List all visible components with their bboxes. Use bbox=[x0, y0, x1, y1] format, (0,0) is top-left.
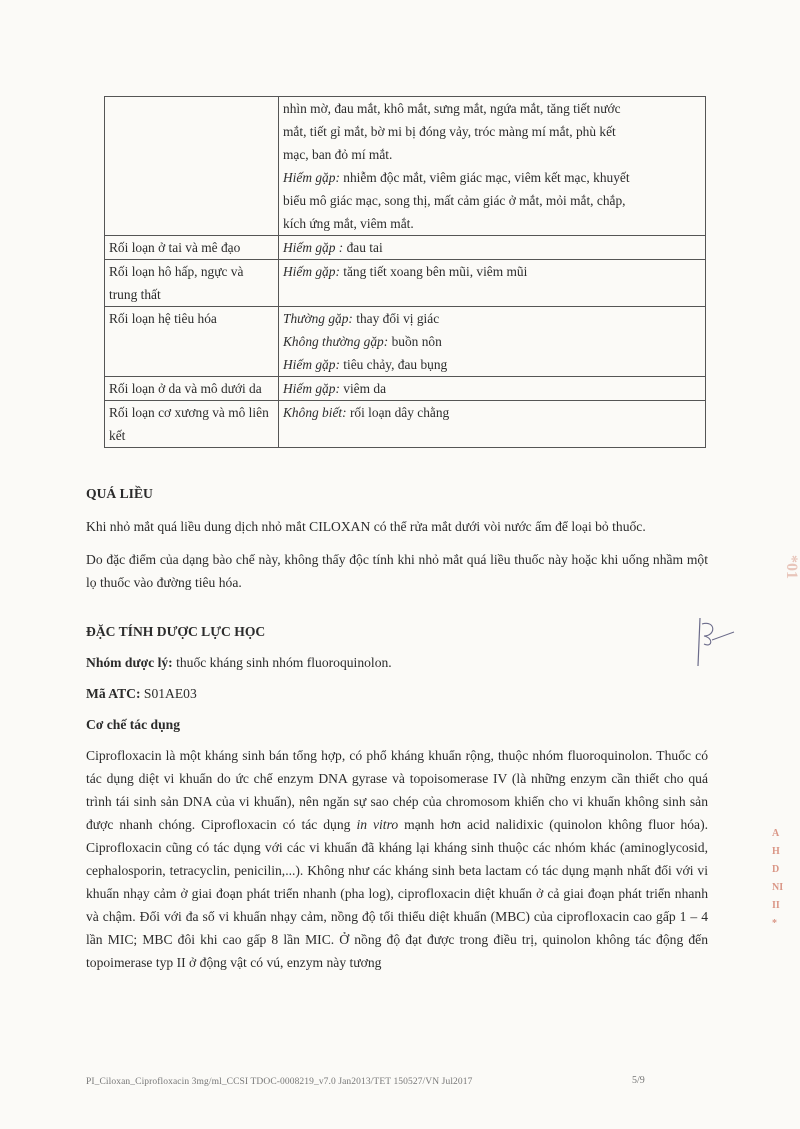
adverse-effect-line: biểu mô giác mạc, song thị, mất cảm giác ở mắt, mỏi mắt, chắp, bbox=[283, 193, 626, 208]
stamp-letter: A bbox=[772, 828, 780, 839]
adverse-effect-line: Hiếm gặp: tiêu chảy, đau bụng bbox=[283, 357, 448, 372]
atc-code-value: S01AE03 bbox=[140, 686, 197, 701]
adverse-effect-cell bbox=[279, 377, 706, 401]
frequency-label: Không thường gặp: bbox=[283, 334, 389, 349]
table-row bbox=[105, 97, 706, 236]
frequency-label: Hiếm gặp: bbox=[283, 357, 340, 372]
adverse-effect-line: Hiếm gặp: tăng tiết xoang bên mũi, viêm mũi bbox=[283, 264, 528, 279]
adverse-effect-cell bbox=[279, 260, 706, 307]
frequency-label: Hiếm gặp : bbox=[283, 240, 344, 255]
adverse-effect-cell bbox=[279, 307, 706, 377]
organ-class-cell: Rối loạn ở tai và mê đạo bbox=[105, 236, 279, 260]
adverse-effect-cell bbox=[279, 401, 706, 448]
stamp-letter: H bbox=[772, 846, 780, 857]
adverse-effect-line: mạc, ban đỏ mí mắt. bbox=[283, 147, 393, 162]
mechanism-paragraph bbox=[86, 744, 708, 974]
adverse-effect-line: Không thường gặp: buồn nôn bbox=[283, 334, 442, 349]
pharmacodynamics-heading: ĐẶC TÍNH DƯỢC LỰC HỌC bbox=[86, 624, 266, 639]
handwritten-signature bbox=[682, 612, 742, 672]
mechanism-text-part-1: Ciprofloxacin là một kháng sinh bán tổng hợp, có phổ kháng khuẩn rộng, thuộc nhóm fluoroquinolon. Thuốc có tác dụng diệt vi khuẩn do ức chế enzym DNA gyrase và topoisomerase IV (là những enzym cần thiết cho quá trình tái sinh sản DNA của vi khuẩn), nên ngăn sự sao chép của chromosom khiến cho vi khuẩn không sinh sản được nhanh chóng. Ciprofloxacin có tác dụng bbox=[86, 748, 708, 832]
pharmacologic-group-label: Nhóm dược lý: bbox=[86, 655, 173, 670]
pharmacodynamics-section bbox=[86, 620, 708, 974]
frequency-label: Không biết: bbox=[283, 405, 347, 420]
pharmacologic-group-value: thuốc kháng sinh nhóm fluoroquinolon. bbox=[172, 655, 392, 670]
mechanism-in-vitro: in vitro bbox=[356, 817, 399, 832]
atc-code bbox=[86, 682, 708, 705]
frequency-label: Hiếm gặp: bbox=[283, 381, 340, 396]
frequency-label: Hiếm gặp: bbox=[283, 170, 340, 185]
stamp-letters bbox=[772, 825, 798, 933]
adverse-effect-line: nhìn mờ, đau mắt, khô mắt, sưng mắt, ngứa mắt, tăng tiết nước bbox=[283, 101, 621, 116]
stamp-letter: II bbox=[772, 900, 780, 911]
table-row bbox=[105, 377, 706, 401]
adverse-effect-line: kích ứng mắt, viêm mắt. bbox=[283, 216, 414, 231]
overdose-section bbox=[86, 482, 708, 594]
overdose-paragraph-2: Do đặc điểm của dạng bào chế này, không thấy độc tính khi nhỏ mắt quá liều thuốc này hoặc khi uống nhầm một lọ thuốc vào đường tiêu hóa. bbox=[86, 552, 708, 590]
table-row bbox=[105, 401, 706, 448]
organ-class-cell: Rối loạn hệ tiêu hóa bbox=[105, 307, 279, 377]
table-row bbox=[105, 236, 706, 260]
adverse-effect-line: Không biết: rối loạn dây chằng bbox=[283, 405, 450, 420]
adverse-effects-table bbox=[104, 96, 706, 448]
organ-class-cell: Rối loạn cơ xương và mô liên kết bbox=[105, 401, 279, 448]
document-footer: PI_Ciloxan_Ciprofloxacin 3mg/ml_CCSI TDOC-0008219_v7.0 Jan2013/TET 150527/VN Jul2017 bbox=[86, 1077, 473, 1087]
stamp-letter: * bbox=[772, 918, 777, 929]
adverse-effect-cell bbox=[279, 97, 706, 236]
overdose-paragraph-1: Khi nhỏ mắt quá liều dung dịch nhỏ mắt CILOXAN có thể rửa mắt dưới vòi nước ấm để loại bỏ thuốc. bbox=[86, 519, 646, 534]
table-row bbox=[105, 260, 706, 307]
organ-class-cell: Rối loạn hô hấp, ngực và trung thất bbox=[105, 260, 279, 307]
stamp-letter: D bbox=[772, 864, 780, 875]
page-number: 5/9 bbox=[632, 1075, 645, 1086]
mechanism-heading: Cơ chế tác dụng bbox=[86, 717, 181, 732]
stamp-letter: NI bbox=[772, 882, 784, 893]
frequency-label: Thường gặp: bbox=[283, 311, 353, 326]
pharmacologic-group bbox=[86, 651, 708, 674]
frequency-label: Hiếm gặp: bbox=[283, 264, 340, 279]
adverse-effect-line: Hiếm gặp: viêm da bbox=[283, 381, 387, 396]
adverse-effect-line: Hiếm gặp : đau tai bbox=[283, 240, 383, 255]
overdose-heading: QUÁ LIỀU bbox=[86, 486, 153, 501]
mechanism-text-part-2: mạnh hơn acid nalidixic (quinolon không fluor hóa). Ciprofloxacin cũng có tác dụng với các vi khuẩn đã kháng lại kháng sinh thuộc các nhóm khác (aminoglycosid, cephalosporin, tetracyclin, penicilin,...). Không như các kháng sinh beta lactam có tác dụng mạnh nhất đối với vi khuẩn nhạy cảm ở giai đoạn phát triển nhanh (pha log), ciprofloxacin diệt khuẩn ở cả giai đoạn phát triển nhanh và chậm. Đối với đa số vi khuẩn nhạy cảm, nồng độ tối thiểu diệt khuẩn (MBC) của ciprofloxacin cao gấp 1 – 4 lần MIC; MBC đôi khi cao gấp 8 lần MIC. Ở nồng độ đạt được trong điều trị, quinolon không tác động đến topoimerase typ II ở động vật có vú, enzym này tương bbox=[86, 817, 708, 970]
atc-code-label: Mã ATC: bbox=[86, 686, 141, 701]
adverse-effect-line: Hiếm gặp: nhiễm độc mắt, viêm giác mạc, viêm kết mạc, khuyết bbox=[283, 170, 630, 185]
adverse-effect-cell bbox=[279, 236, 706, 260]
organ-class-cell: Rối loạn ở da và mô dưới da bbox=[105, 377, 279, 401]
adverse-effect-line: mắt, tiết gỉ mắt, bờ mi bị đóng vảy, tróc màng mí mắt, phù kết bbox=[283, 124, 616, 139]
adverse-effect-line: Thường gặp: thay đổi vị giác bbox=[283, 311, 440, 326]
organ-class-cell bbox=[105, 97, 279, 236]
stamp-edge-mark: *01 bbox=[783, 555, 800, 579]
table-row bbox=[105, 307, 706, 377]
